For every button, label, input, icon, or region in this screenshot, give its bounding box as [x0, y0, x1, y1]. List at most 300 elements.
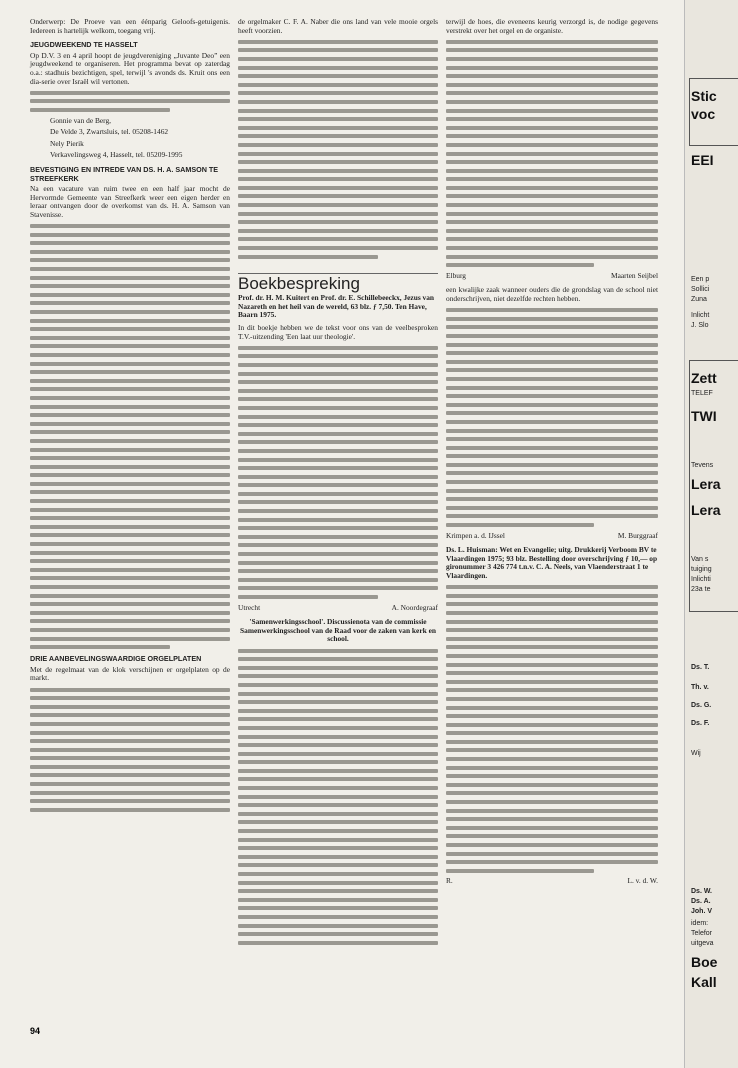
fragment: Ds. F.	[691, 720, 710, 727]
illegible-line	[238, 466, 438, 470]
illegible-line	[30, 611, 230, 615]
illegible-line	[446, 83, 658, 87]
illegible-line	[446, 263, 594, 267]
illegible-line	[30, 645, 170, 649]
illegible-line	[30, 765, 230, 769]
illegible-line	[238, 743, 438, 747]
illegible-line	[238, 432, 438, 436]
illegible-line	[30, 465, 230, 469]
adjacent-page-strip	[684, 0, 738, 1068]
illegible-line	[238, 66, 438, 70]
fragment: Ds. A.	[691, 898, 711, 905]
illegible-line	[30, 568, 230, 572]
signature-name: L. v. d. W.	[627, 876, 658, 886]
illegible-line	[446, 523, 594, 527]
illegible-line	[238, 760, 438, 764]
illegible-line	[238, 666, 438, 670]
illegible-line	[238, 57, 438, 61]
illegible-line	[30, 739, 230, 743]
fragment: Th. v.	[691, 684, 709, 691]
illegible-line	[446, 645, 658, 649]
illegible-line	[238, 100, 438, 104]
illegible-line	[446, 817, 658, 821]
illegible-line	[238, 397, 438, 401]
illegible-line	[446, 834, 658, 838]
illegible-line	[446, 602, 658, 606]
illegible-line	[30, 379, 230, 383]
illegible-line	[446, 860, 658, 864]
illegible-line	[238, 40, 438, 44]
illegible-line	[446, 160, 658, 164]
fragment: idem:	[691, 920, 709, 927]
illegible-line	[30, 696, 230, 700]
illegible-line	[30, 370, 230, 374]
illegible-line	[30, 688, 230, 692]
illegible-line	[30, 293, 230, 297]
illegible-line	[446, 420, 658, 424]
column-3	[446, 18, 658, 892]
illegible-line	[30, 250, 230, 254]
signature	[446, 877, 658, 886]
illegible-line	[446, 237, 658, 241]
illegible-line	[238, 924, 438, 928]
illegible-line	[238, 700, 438, 704]
illegible-line	[446, 480, 658, 484]
illegible-line	[238, 372, 438, 376]
signature	[446, 532, 658, 541]
fragment: Ds. W.	[691, 888, 713, 895]
illegible-line	[446, 368, 658, 372]
illegible-line	[446, 463, 658, 467]
illegible-line	[446, 394, 658, 398]
signature-name: M. Burggraaf	[617, 530, 658, 540]
illegible-line	[446, 117, 658, 121]
paragraph: een kwalijke zaak wanneer ouders die de grondslag van de school niet onderschrijven, niet dezelfde rechten hebben.	[446, 285, 658, 303]
section-title: Boekbespreking	[238, 273, 438, 289]
signature-name: A. Noordegraaf	[391, 602, 438, 612]
illegible-line	[30, 619, 230, 623]
illegible-line	[30, 439, 230, 443]
illegible-line	[238, 726, 438, 730]
intro-text: Onderwerp: De Proeve van een éénparig Geloofs-getuigenis. Iedereen is hartelijk welkom, toegang vrij.	[30, 17, 230, 35]
illegible-line	[238, 83, 438, 87]
illegible-line	[238, 152, 438, 156]
illegible-line	[30, 542, 230, 546]
illegible-line	[446, 826, 658, 830]
illegible-line	[238, 915, 438, 919]
illegible-line	[238, 126, 438, 130]
illegible-line	[446, 177, 658, 181]
illegible-line	[238, 561, 438, 565]
illegible-line	[30, 602, 230, 606]
illegible-line	[446, 514, 658, 518]
illegible-line	[30, 396, 230, 400]
illegible-line	[446, 343, 658, 347]
illegible-line	[30, 731, 230, 735]
illegible-line	[30, 756, 230, 760]
illegible-line	[238, 889, 438, 893]
illegible-line	[446, 109, 658, 113]
illegible-line	[446, 429, 658, 433]
illegible-line	[238, 820, 438, 824]
illegible-line	[30, 413, 230, 417]
contact-line: De Velde 3, Zwartsluis, tel. 05208-1462	[50, 127, 169, 137]
illegible-line	[30, 782, 230, 786]
illegible-line	[446, 471, 658, 475]
fragment: Tevens	[691, 462, 714, 469]
illegible-line	[30, 748, 230, 752]
illegible-line	[30, 490, 230, 494]
illegible-line	[238, 692, 438, 696]
illegible-line	[30, 637, 230, 641]
illegible-line	[30, 267, 230, 271]
illegible-line	[238, 380, 438, 384]
illegible-line	[238, 143, 438, 147]
illegible-line	[238, 846, 438, 850]
illegible-line	[30, 559, 230, 563]
illegible-line	[446, 325, 658, 329]
illegible-line	[238, 812, 438, 816]
signature-place: Krimpen a. d. IJssel	[446, 530, 505, 540]
fragment: Van s	[691, 556, 709, 563]
illegible-line	[238, 475, 438, 479]
illegible-line	[30, 319, 230, 323]
illegible-line	[446, 497, 658, 501]
contact-line: Verkavelingsweg 4, Hasselt, tel. 05209-1995	[50, 150, 183, 160]
illegible-line	[238, 169, 438, 173]
illegible-line	[238, 786, 438, 790]
illegible-line	[446, 91, 658, 95]
illegible-line	[30, 310, 230, 314]
illegible-line	[238, 649, 438, 653]
fragment: Inlicht	[691, 312, 710, 319]
paragraph: Met de regelmaat van de klok verschijnen er orgelplaten op de markt.	[30, 664, 230, 683]
intro-text: terwijl de hoes, die eveneens keurig verzorgd is, de nodige gegevens verstrekt over het orgel en de organiste.	[446, 17, 658, 35]
fragment: Joh. V	[691, 908, 713, 915]
illegible-line	[238, 586, 438, 590]
signature-place: R.	[446, 876, 453, 886]
illegible-line	[238, 212, 438, 216]
illegible-line	[30, 525, 230, 529]
illegible-line	[446, 57, 658, 61]
illegible-line	[238, 595, 378, 599]
fragment: TWI	[691, 408, 717, 424]
illegible-line	[446, 152, 658, 156]
illegible-line	[238, 363, 438, 367]
illegible-line	[446, 48, 658, 52]
illegible-line	[446, 403, 658, 407]
illegible-line	[238, 863, 438, 867]
illegible-line	[446, 360, 658, 364]
illegible-line	[446, 308, 658, 312]
illegible-line	[238, 509, 438, 513]
illegible-line	[446, 585, 658, 589]
fragment: Telefor	[691, 930, 713, 937]
illegible-line	[446, 783, 658, 787]
illegible-line	[30, 585, 230, 589]
illegible-line	[446, 766, 658, 770]
illegible-line	[30, 628, 230, 632]
fragment: Kall	[691, 974, 717, 990]
section-heading: JEUGDWEEKEND TE HASSELT	[30, 40, 138, 50]
illegible-line	[446, 203, 658, 207]
illegible-line	[30, 808, 230, 812]
illegible-line	[238, 458, 438, 462]
illegible-line	[446, 628, 658, 632]
illegible-line	[446, 351, 658, 355]
illegible-line	[446, 66, 658, 70]
signature-name: Maarten Seijbel	[611, 270, 658, 280]
paragraph: Op D.V. 3 en 4 april hoopt de jeugdvereniging „Juvante Deo” een jeugdweekend te organiseren. Het programma bevat op zaterdag o.a.: stadhuis bezichtigen, spel, terwijl 's avonds ds. Kruit ons een dia-serie over Israël wil vertonen.	[30, 50, 230, 86]
illegible-line	[238, 440, 438, 444]
illegible-line	[446, 774, 658, 778]
illegible-line	[446, 194, 658, 198]
illegible-line	[446, 594, 658, 598]
illegible-line	[238, 552, 438, 556]
illegible-line	[446, 843, 658, 847]
illegible-line	[238, 91, 438, 95]
illegible-line	[446, 246, 658, 250]
illegible-line	[238, 803, 438, 807]
book-reference: Prof. dr. H. M. Kuitert en Prof. dr. E. Schillebeeckx, Jezus van Nazareth en het heil van de wereld, 63 blz. ƒ 7,50. Ten Have, Baarn 1975.	[238, 293, 435, 320]
illegible-line	[446, 869, 594, 873]
illegible-line	[30, 773, 230, 777]
illegible-line	[446, 186, 658, 190]
illegible-line	[238, 518, 438, 522]
illegible-line	[238, 829, 438, 833]
illegible-line	[238, 777, 438, 781]
illegible-line	[238, 255, 378, 259]
illegible-line	[446, 74, 658, 78]
signature-place: Elburg	[446, 270, 466, 280]
illegible-line	[446, 680, 658, 684]
illegible-line	[238, 535, 438, 539]
illegible-line	[446, 143, 658, 147]
illegible-line	[238, 578, 438, 582]
illegible-line	[30, 799, 230, 803]
illegible-line	[30, 91, 230, 95]
illegible-line	[30, 594, 230, 598]
illegible-line	[446, 688, 658, 692]
illegible-line	[30, 327, 230, 331]
illegible-line	[30, 258, 230, 262]
illegible-line	[446, 40, 658, 44]
illegible-line	[30, 301, 230, 305]
illegible-line	[30, 713, 230, 717]
illegible-line	[30, 224, 230, 228]
illegible-line	[238, 389, 438, 393]
illegible-line	[446, 386, 658, 390]
illegible-line	[238, 752, 438, 756]
illegible-line	[446, 706, 658, 710]
illegible-line	[238, 500, 438, 504]
illegible-line	[238, 657, 438, 661]
illegible-line	[30, 422, 230, 426]
book-reference: Ds. L. Huisman: Wet en Evangelie; uitg. Drukkerij Verboom BV te Vlaardingen 1975; 93 blz. Bestelling door overschrijving ƒ 10,— op gironummer 3 426 774 t.n.v. C. A. Neels, van Vlaenderstraat 1 te Vlaardingen.	[446, 545, 658, 580]
illegible-line	[446, 637, 658, 641]
fragment: Ds. G.	[691, 702, 712, 709]
illegible-line	[446, 220, 658, 224]
section-heading: BEVESTIGING EN INTREDE VAN DS. H. A. SAMSON TE STREEFKERK	[30, 164, 219, 183]
fragment: Stic	[691, 88, 717, 104]
fragment: Inlichti	[691, 576, 711, 583]
illegible-line	[30, 336, 230, 340]
fragment: J. Slo	[691, 322, 709, 329]
illegible-line	[238, 229, 438, 233]
illegible-line	[238, 246, 438, 250]
illegible-line	[238, 423, 438, 427]
illegible-line	[446, 620, 658, 624]
illegible-line	[446, 740, 658, 744]
illegible-line	[446, 852, 658, 856]
illegible-line	[446, 317, 658, 321]
illegible-line	[446, 506, 658, 510]
illegible-line	[30, 456, 230, 460]
illegible-line	[446, 126, 658, 130]
illegible-line	[238, 769, 438, 773]
illegible-line	[238, 177, 438, 181]
illegible-line	[238, 354, 438, 358]
fragment: uitgeva	[691, 940, 714, 947]
illegible-line	[30, 362, 230, 366]
illegible-line	[238, 492, 438, 496]
fragment: Wij	[691, 750, 701, 757]
illegible-line	[30, 516, 230, 520]
fragment: voc	[691, 106, 716, 122]
page-number: 94	[30, 1026, 41, 1036]
illegible-line	[30, 99, 230, 103]
illegible-line	[238, 709, 438, 713]
fragment: Zett	[691, 370, 717, 386]
illegible-line	[446, 437, 658, 441]
illegible-line	[238, 717, 438, 721]
fragment: Lera	[691, 502, 721, 518]
illegible-line	[238, 932, 438, 936]
illegible-line	[446, 748, 658, 752]
illegible-line	[238, 838, 438, 842]
illegible-line	[30, 473, 230, 477]
signature	[238, 604, 438, 613]
fragment: Sollici	[691, 286, 710, 293]
section-heading: DRIE AANBEVELINGSWAARDIGE ORGELPLATEN	[30, 654, 202, 664]
illegible-line	[238, 160, 438, 164]
illegible-line	[446, 100, 658, 104]
fragment: 23a te	[691, 586, 711, 593]
illegible-line	[446, 446, 658, 450]
review-subheading: 'Samenwerkingsschool'. Discussienota van de commissie Samenwerkingsschool van de Raad voor de zaken van kerk en school.	[240, 617, 436, 644]
fragment: Ds. T.	[691, 664, 710, 671]
illegible-line	[238, 74, 438, 78]
illegible-line	[238, 186, 438, 190]
illegible-line	[446, 134, 658, 138]
illegible-line	[30, 551, 230, 555]
illegible-line	[238, 735, 438, 739]
illegible-line	[446, 229, 658, 233]
illegible-line	[446, 791, 658, 795]
illegible-line	[446, 663, 658, 667]
illegible-line	[238, 941, 438, 945]
illegible-line	[30, 448, 230, 452]
illegible-line	[238, 449, 438, 453]
illegible-line	[446, 334, 658, 338]
paragraph: Na een vacature van ruim twee en een half jaar mocht de Hervormde Gemeente van Streefkerk weer een eigen herder en leraar ontvangen door de overkomst van ds. H. A. Samson van Stavenisse.	[30, 184, 230, 219]
illegible-line	[446, 454, 658, 458]
illegible-line	[30, 576, 230, 580]
illegible-line	[238, 48, 438, 52]
illegible-line	[30, 705, 230, 709]
signature-place: Utrecht	[238, 602, 261, 612]
illegible-line	[446, 411, 658, 415]
illegible-line	[30, 533, 230, 537]
illegible-line	[446, 489, 658, 493]
fragment: Een p	[691, 276, 710, 283]
illegible-line	[238, 346, 438, 350]
fragment: Boe	[691, 954, 718, 970]
illegible-line	[446, 671, 658, 675]
fragment: tuiging	[691, 566, 712, 573]
signature	[446, 272, 658, 281]
illegible-line	[30, 791, 230, 795]
illegible-line	[238, 683, 438, 687]
illegible-line	[30, 284, 230, 288]
illegible-line	[446, 723, 658, 727]
illegible-line	[446, 697, 658, 701]
illegible-line	[446, 731, 658, 735]
illegible-line	[238, 194, 438, 198]
illegible-line	[30, 482, 230, 486]
illegible-line	[446, 377, 658, 381]
illegible-line	[238, 855, 438, 859]
illegible-line	[30, 722, 230, 726]
illegible-line	[238, 109, 438, 113]
illegible-line	[238, 203, 438, 207]
illegible-line	[238, 406, 438, 410]
illegible-line	[238, 117, 438, 121]
illegible-line	[446, 809, 658, 813]
illegible-line	[30, 508, 230, 512]
illegible-line	[446, 757, 658, 761]
illegible-line	[238, 906, 438, 910]
fragment: Zuna	[691, 296, 707, 303]
illegible-line	[446, 654, 658, 658]
illegible-line	[30, 108, 170, 112]
illegible-line	[238, 526, 438, 530]
illegible-line	[30, 241, 230, 245]
illegible-line	[30, 430, 230, 434]
illegible-line	[30, 499, 230, 503]
illegible-line	[446, 212, 658, 216]
fragment: EEI	[691, 152, 714, 168]
illegible-line	[30, 233, 230, 237]
illegible-line	[446, 255, 658, 259]
illegible-line	[30, 405, 230, 409]
illegible-line	[238, 881, 438, 885]
illegible-line	[238, 795, 438, 799]
illegible-line	[238, 543, 438, 547]
illegible-line	[446, 714, 658, 718]
illegible-line	[30, 387, 230, 391]
fragment: Lera	[691, 476, 721, 492]
intro-text: de orgelmaker C. F. A. Naber die ons land van vele mooie orgels heeft voorzien.	[238, 17, 438, 35]
fragment: TELEF	[691, 390, 713, 397]
illegible-line	[446, 611, 658, 615]
illegible-line	[238, 674, 438, 678]
illegible-line	[30, 276, 230, 280]
illegible-line	[238, 220, 438, 224]
paragraph: In dit boekje hebben we de tekst voor ons van de veelbesproken T.V.-uitzending 'Een laat uur theologie'.	[238, 323, 438, 341]
illegible-line	[446, 800, 658, 804]
illegible-line	[238, 872, 438, 876]
